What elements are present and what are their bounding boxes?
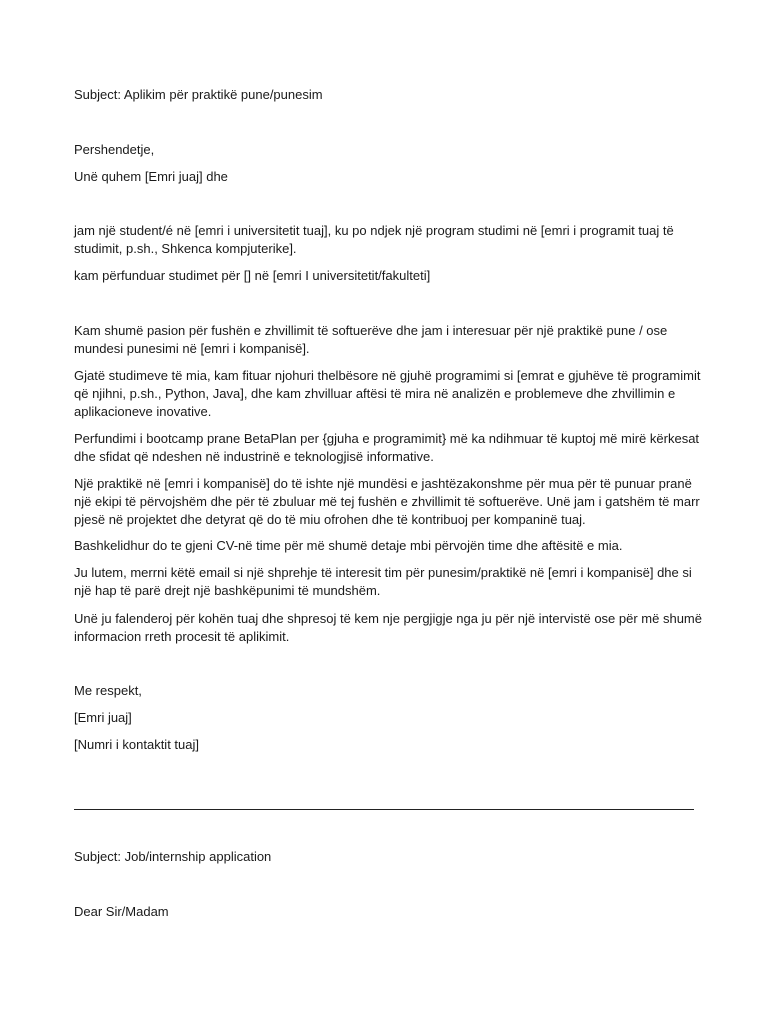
english-greeting: Dear Sir/Madam (74, 904, 169, 919)
albanian-subject: Subject: Aplikim për praktikë pune/punesim (74, 87, 323, 102)
albanian-student-line: jam një student/é në [emri i universitetit tuaj], ku po ndjek një program studimi në [emri i programit tuaj të studimit, p.sh., Shkenca kompjuterike]. (74, 223, 674, 256)
albanian-thanks-paragraph: Unë ju falenderoj për kohën tuaj dhe shpresoj të kem nje pergjigje nga ju për një intervistë ose për më shumë informacion rreth procesit të aplikimit. (74, 611, 702, 644)
albanian-closing: Me respekt, (74, 683, 142, 698)
albanian-intro-name: Unë quhem [Emri juaj] dhe (74, 169, 228, 184)
albanian-opportunity-paragraph: Një praktikë në [emri i kompanisë] do të ishte një mundësi e jashtëzakonshme për mua për të punuar pranë një ekipi të përvojshëm dhe për të zbuluar më tej fushën e zhvillimit të softuerëve. Unë jam i gatshëm të marr pjesë në projektet dhe detyrat që do të miu ofrohen dhe të kontribuoj per kompaninë tuaj. (74, 476, 700, 527)
albanian-cv-paragraph: Bashkelidhur do te gjeni CV-në time për më shumë detaje mbi përvojën time dhe aftësitë e mia. (74, 538, 623, 553)
albanian-contact-placeholder: [Numri i kontaktit tuaj] (74, 737, 199, 752)
albanian-passion-paragraph: Kam shumë pasion për fushën e zhvillimit të softuerëve dhe jam i interesuar për një praktikë pune / ose mundesi punesimi në [emri i kompanisë]. (74, 323, 668, 356)
albanian-bootcamp-paragraph: Perfundimi i bootcamp prane BetaPlan per {gjuha e programimit} më ka ndihmuar të kuptoj më mirë kërkesat dhe sfidat që ndeshen në industrinë e teknologjisë informative. (74, 431, 700, 464)
albanian-graduate-line: kam përfunduar studimet për [] në [emri I universitetit/fakulteti] (74, 268, 431, 283)
albanian-request-paragraph: Ju lutem, merrni këtë email si një shprehje të interesit tim për punesim/praktikë në [emri i kompanisë] dhe si një hap të parë drejt një bashkëpunimi të mundshëm. (74, 565, 692, 598)
english-subject: Subject: Job/internship application (74, 849, 272, 864)
albanian-greeting: Pershendetje, (74, 142, 155, 157)
albanian-name-placeholder: [Emri juaj] (74, 710, 132, 725)
section-divider (74, 809, 694, 810)
albanian-studies-paragraph: Gjatë studimeve të mia, kam fituar njohuri thelbësore në gjuhë programimi si [emrat e gjuhëve të programimit që njihni, p.sh., Python, Java], dhe kam zhvilluar aftësi të mira në analizën e problemeve dhe zhvillimin e aplikacioneve inovative. (74, 368, 701, 419)
